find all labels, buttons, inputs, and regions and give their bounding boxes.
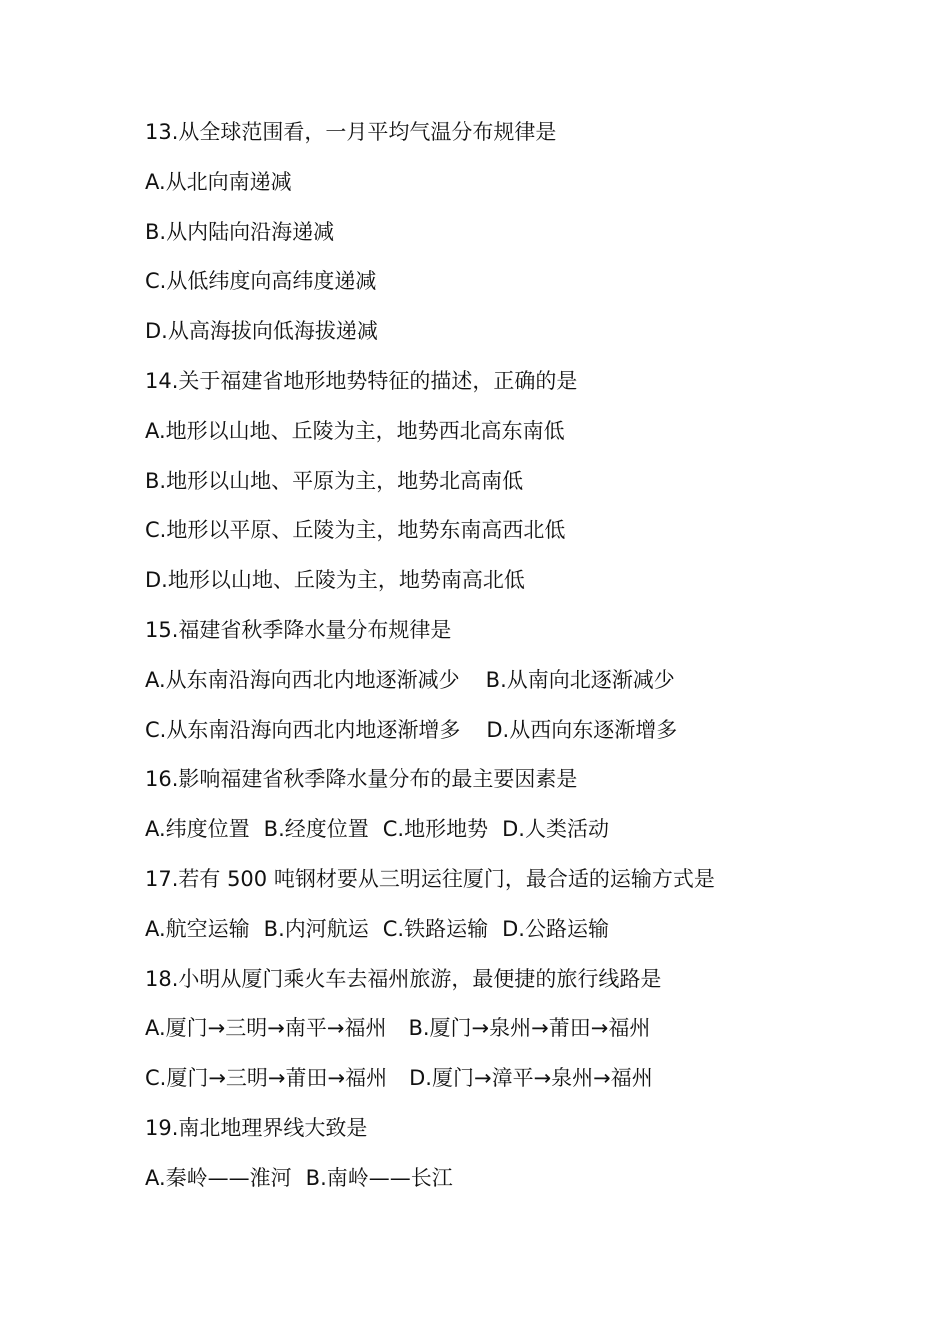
question-14-option-a: A.地形以山地、丘陵为主，地势西北高东南低 bbox=[145, 418, 565, 443]
question-list bbox=[145, 110, 905, 1206]
question-15-stem: 15.福建省秋季降水量分布规律是 bbox=[145, 617, 452, 642]
question-16-option-a: A.纬度位置 bbox=[145, 817, 250, 842]
question-18-option-d: D.厦门→漳平→泉州→福州 bbox=[409, 1066, 653, 1091]
question-17-option-b: B.内河航运 bbox=[263, 916, 369, 941]
question-13-option-d: D.从高海拔向低海拔递减 bbox=[145, 319, 378, 344]
question-15-option-d: D.从西向东逐渐增多 bbox=[486, 717, 678, 742]
question-17-option-a: A.航空运输 bbox=[145, 916, 250, 941]
question-19-stem: 19.南北地理界线大致是 bbox=[145, 1115, 368, 1140]
question-18-option-c: C.厦门→三明→莆田→福州 bbox=[145, 1066, 388, 1091]
question-15-option-c: C.从东南沿海向西北内地逐渐增多 bbox=[145, 717, 461, 742]
question-13-option-a: A.从北向南递减 bbox=[145, 169, 292, 194]
question-15-option-a: A.从东南沿海向西北内地逐渐减少 bbox=[145, 667, 460, 692]
question-16-stem: 16.影响福建省秋季降水量分布的最主要因素是 bbox=[145, 767, 578, 792]
question-18-option-b: B.厦门→泉州→莆田→福州 bbox=[408, 1016, 651, 1041]
question-17-stem: 17.若有 500 吨钢材要从三明运往厦门，最合适的运输方式是 bbox=[145, 866, 715, 891]
question-14-option-b: B.地形以山地、平原为主，地势北高南低 bbox=[145, 468, 524, 493]
question-15-options-row-2 bbox=[145, 708, 905, 758]
question-18-options-row-1 bbox=[145, 1006, 905, 1056]
question-13-option-b: B.从内陆向沿海递减 bbox=[145, 219, 335, 244]
question-17-option-d: D.公路运输 bbox=[502, 916, 609, 941]
question-19-option-b: B.南岭——长江 bbox=[305, 1165, 453, 1190]
question-16-option-b: B.经度位置 bbox=[263, 817, 369, 842]
question-18-stem: 18.小明从厦门乘火车去福州旅游，最便捷的旅行线路是 bbox=[145, 966, 662, 991]
question-18-option-a: A.厦门→三明→南平→福州 bbox=[145, 1016, 387, 1041]
question-16-option-c: C.地形地势 bbox=[382, 817, 489, 842]
question-15-option-b: B.从南向北逐渐减少 bbox=[485, 667, 675, 692]
question-17-option-c: C.铁路运输 bbox=[382, 916, 489, 941]
question-19-options-row bbox=[145, 1156, 905, 1206]
question-15-options-row-1 bbox=[145, 658, 905, 708]
question-16-option-d: D.人类活动 bbox=[502, 817, 609, 842]
question-14-option-c: C.地形以平原、丘陵为主，地势东南高西北低 bbox=[145, 518, 566, 543]
question-17-options-row bbox=[145, 907, 905, 957]
question-13-option-c: C.从低纬度向高纬度递减 bbox=[145, 269, 377, 294]
question-13-stem: 13.从全球范围看，一月平均气温分布规律是 bbox=[145, 120, 557, 144]
question-18-options-row-2 bbox=[145, 1056, 905, 1106]
question-14-option-d: D.地形以山地、丘陵为主，地势南高北低 bbox=[145, 568, 525, 593]
question-14-stem: 14.关于福建省地形地势特征的描述，正确的是 bbox=[145, 368, 578, 393]
question-19-option-a: A.秦岭——淮河 bbox=[145, 1165, 292, 1190]
question-16-options-row bbox=[145, 807, 905, 857]
